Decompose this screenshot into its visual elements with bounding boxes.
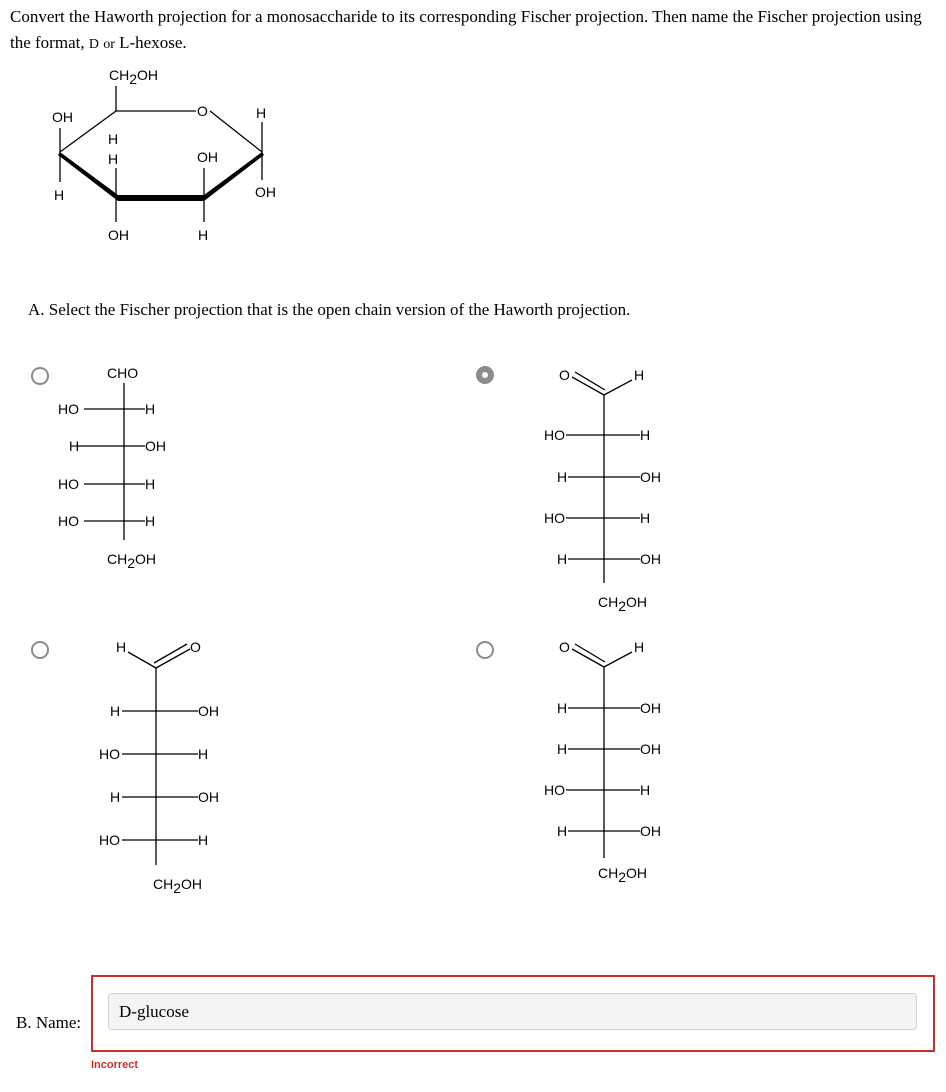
option-b-row1-right: H [640, 427, 651, 443]
haworth-c4-h: H [54, 187, 65, 203]
option-b-row3-right: H [640, 510, 651, 526]
haworth-c4-oh: OH [52, 109, 73, 125]
d-label: D [88, 37, 99, 52]
option-a-row2-left: H [69, 438, 80, 454]
option-b-row1-left: HO [544, 427, 565, 443]
option-c-top-h: H [116, 639, 127, 655]
option-c-radio[interactable] [31, 641, 49, 659]
option-b-row2-right: OH [640, 469, 661, 485]
option-d-bottom-label: CH2OH [598, 865, 648, 885]
option-c-row4-left: HO [99, 832, 120, 848]
option-d-row4-right: OH [640, 823, 661, 839]
option-a-row1-right: H [145, 401, 156, 417]
option-d-fischer[interactable] [520, 630, 720, 890]
option-b-bottom-label: CH2OH [598, 594, 648, 614]
option-a-row4-right: H [145, 513, 156, 529]
haworth-c3-h: H [108, 151, 119, 167]
option-b-row2-left: H [557, 469, 568, 485]
option-c-bottom-label: CH2OH [153, 876, 203, 896]
name-answer-input[interactable]: D-glucose [108, 993, 917, 1030]
option-b-row3-left: HO [544, 510, 565, 526]
haworth-projection [0, 0, 946, 260]
option-a-fischer[interactable] [0, 355, 240, 585]
haworth-c3-oh: OH [108, 227, 129, 243]
part-b-label: B. Name: [16, 1013, 82, 1032]
haworth-c2-oh: OH [197, 149, 218, 165]
option-a-row2-right: OH [145, 438, 166, 454]
haworth-c1-oh: OH [255, 184, 276, 200]
option-c-row1-right: OH [198, 703, 219, 719]
part-a-prompt: A. Select the Fischer projection that is the open chain version of the Haworth projection. [28, 300, 631, 319]
option-b-top-h: H [634, 367, 645, 383]
option-d-radio[interactable] [476, 641, 494, 659]
option-d-row1-right: OH [640, 700, 661, 716]
option-c-row1-left: H [110, 703, 121, 719]
option-b-row4-right: OH [640, 551, 661, 567]
option-d-row1-left: H [557, 700, 568, 716]
option-b-top-o: O [559, 367, 570, 383]
option-d-row3-left: HO [544, 782, 565, 798]
haworth-c5-h: H [108, 131, 119, 147]
haworth-ch2oh-label: CH2OH [109, 67, 159, 87]
option-a-top-label: CHO [107, 365, 139, 381]
haworth-c2-h: H [198, 227, 209, 243]
option-d-row2-right: OH [640, 741, 661, 757]
option-b-radio[interactable] [476, 366, 494, 384]
option-a-row4-left: HO [58, 513, 79, 529]
option-d-top-h: H [634, 639, 645, 655]
option-c-top-o: O [190, 639, 201, 655]
l-hexose-label: L-hexose. [119, 33, 187, 52]
option-a-bottom-label: CH2OH [107, 551, 157, 571]
option-d-row2-left: H [557, 741, 568, 757]
feedback-incorrect: Incorrect [91, 1059, 139, 1071]
option-d-top-o: O [559, 639, 570, 655]
option-c-row3-right: OH [198, 789, 219, 805]
or-label: or [103, 37, 115, 52]
option-c-row2-left: HO [99, 746, 120, 762]
option-d-row4-left: H [557, 823, 568, 839]
option-c-row2-right: H [198, 746, 209, 762]
option-a-row1-left: HO [58, 401, 79, 417]
option-b-row4-left: H [557, 551, 568, 567]
haworth-ring-oxygen: O [197, 103, 208, 119]
option-d-row3-right: H [640, 782, 651, 798]
haworth-c1-h: H [256, 105, 267, 121]
question-body: Convert the Haworth projection for a monosaccharide to its corresponding Fischer projection. Then name the Fischer projection using the format, [10, 7, 922, 52]
option-b-fischer[interactable] [520, 355, 720, 615]
option-c-row4-right: H [198, 832, 209, 848]
option-a-row3-right: H [145, 476, 156, 492]
option-c-row3-left: H [110, 789, 121, 805]
option-a-row3-left: HO [58, 476, 79, 492]
option-c-fischer[interactable] [80, 630, 280, 900]
